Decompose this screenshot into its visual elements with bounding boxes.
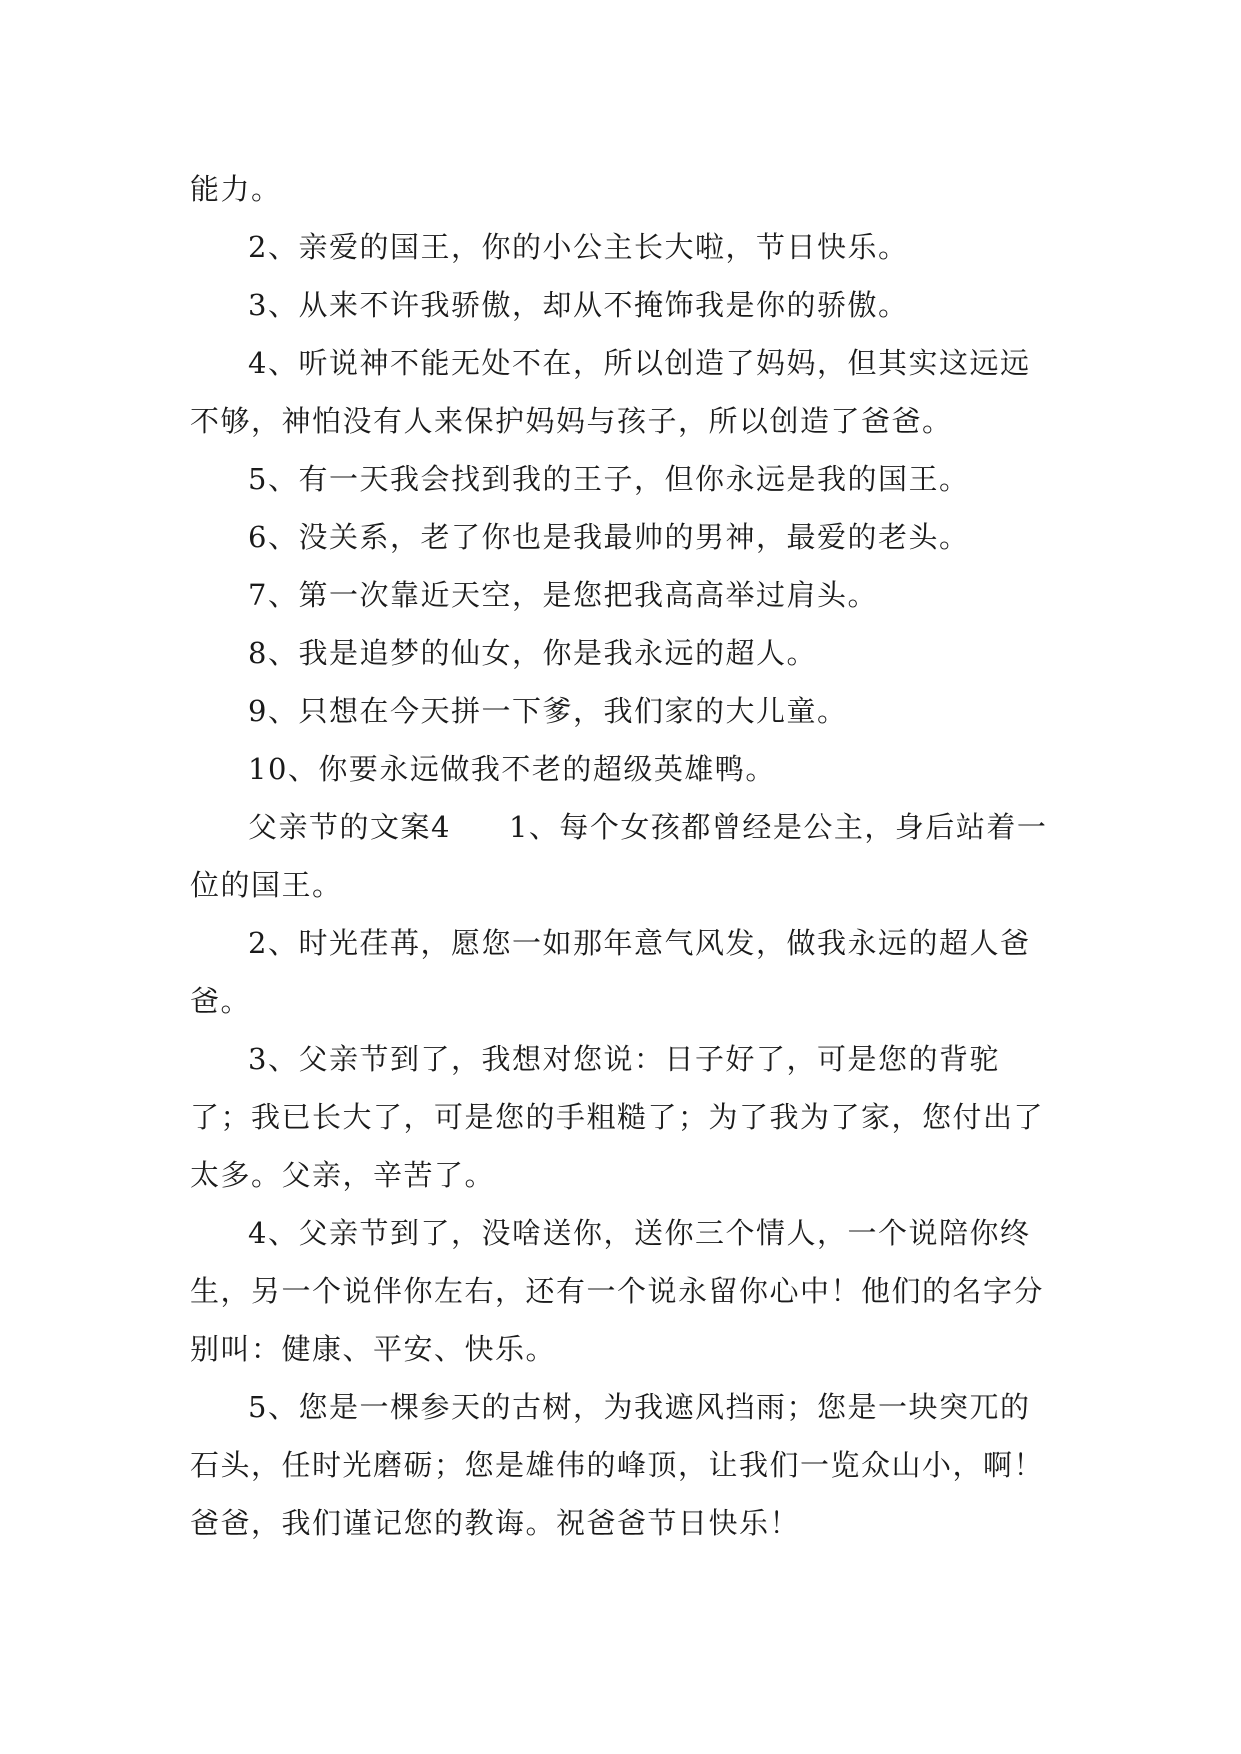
- list-item-4: 4、听说神不能无处不在，所以创造了妈妈，但其实这远远不够，神怕没有人来保护妈妈与孩子，所以创造了爸爸。: [190, 346, 1031, 438]
- section-item-1: 1、每个女孩都曾经是公主，身后站着一位的国王。: [190, 810, 1048, 902]
- list-item-9: 9、只想在今天拼一下爹，我们家的大儿童。: [248, 694, 848, 728]
- list-item-2: 2、亲爱的国王，你的小公主长大啦，节日快乐。: [248, 230, 909, 264]
- section-item-2: 2、时光荏苒，愿您一如那年意气风发，做我永远的超人爸爸。: [190, 926, 1031, 1018]
- section-item-4: 4、父亲节到了，没啥送你，送你三个情人，一个说陪你终生，另一个说伴你左右，还有一个说永留你心中！他们的名字分别叫：健康、平安、快乐。: [190, 1216, 1045, 1366]
- list-item-8: 8、我是追梦的仙女，你是我永远的超人。: [248, 636, 817, 670]
- section-item-5: 5、您是一棵参天的古树，为我遮风挡雨；您是一块突兀的石头，任时光磨砺；您是雄伟的峰顶，让我们一览众山小，啊！爸爸，我们谨记您的教诲。祝爸爸节日快乐！: [190, 1390, 1045, 1540]
- list-item-7: 7、第一次靠近天空，是您把我高高举过肩头。: [248, 578, 878, 612]
- section-item-3: 3、父亲节到了，我想对您说：日子好了，可是您的背驼了；我已长大了，可是您的手粗糙了；为了我为了家，您付出了太多。父亲，辛苦了。: [190, 1042, 1045, 1192]
- paragraph-continuation: 能力。: [190, 172, 282, 206]
- list-item-3: 3、从来不许我骄傲，却从不掩饰我是你的骄傲。: [248, 288, 909, 322]
- document-body: [190, 160, 1060, 1552]
- section-heading: 父亲节的文案4: [248, 810, 451, 844]
- list-item-6: 6、没关系，老了你也是我最帅的男神，最爱的老头。: [248, 520, 970, 554]
- section-heading-paragraph: [190, 798, 1060, 914]
- list-item-10: 10、你要永远做我不老的超级英雄鸭。: [248, 752, 776, 786]
- list-item-5: 5、有一天我会找到我的王子，但你永远是我的国王。: [248, 462, 970, 496]
